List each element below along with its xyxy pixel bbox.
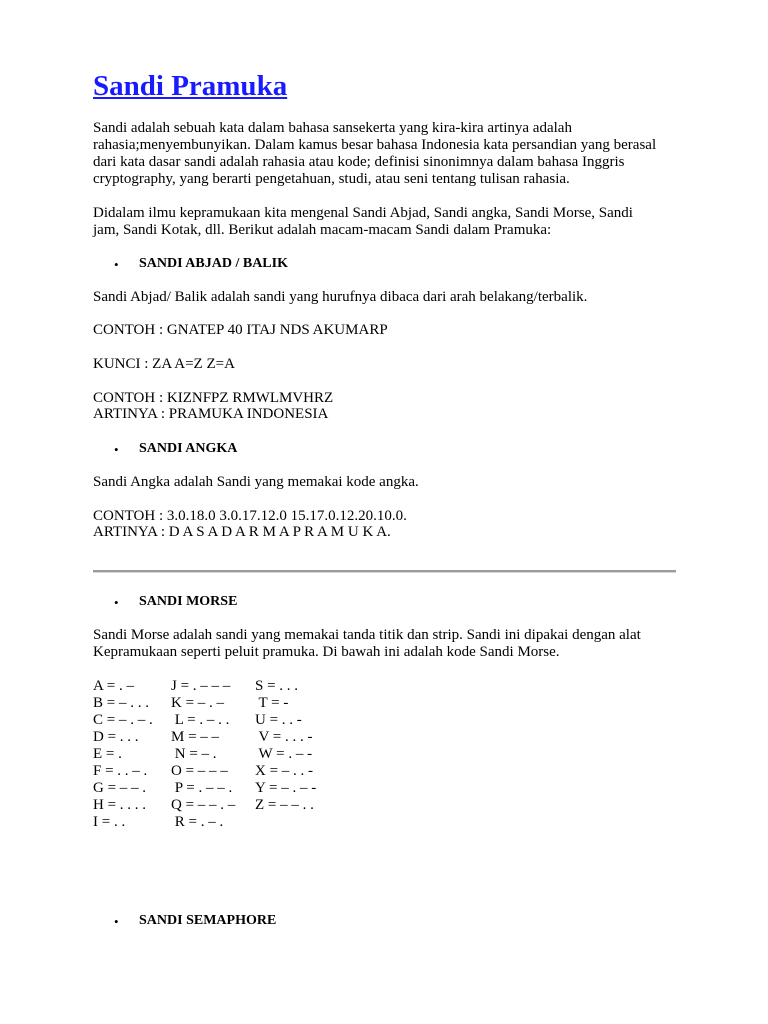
morse-entry: Z = – – . . <box>255 797 314 813</box>
abjad-key: KUNCI : ZA A=Z Z=A <box>93 356 235 372</box>
morse-description <box>93 627 693 661</box>
morse-row <box>93 780 393 797</box>
morse-entry: A = . – <box>93 678 134 694</box>
morse-entry: I = . . <box>93 814 126 830</box>
morse-entry: R = . – . <box>171 814 224 830</box>
morse-entry: Q = – – . – <box>171 797 236 813</box>
morse-entry: C = – . – . <box>93 712 153 728</box>
abjad-example-2: CONTOH : KIZNFPZ RMWLMVHRZ <box>93 390 334 406</box>
bullet-icon: • <box>114 595 119 610</box>
bullet-icon: • <box>114 914 119 929</box>
angka-meaning: ARTINYA : D A S A D A R M A P R A M U K A. <box>93 524 391 540</box>
intro-paragraph-1 <box>93 120 693 188</box>
morse-entry: D = . . . <box>93 729 139 745</box>
morse-row <box>93 797 393 814</box>
morse-entry: J = . – – – <box>171 678 231 694</box>
morse-entry: X = – . . - <box>255 763 314 779</box>
morse-entry: U = . . - <box>255 712 302 728</box>
morse-entry: Y = – . – - <box>255 780 317 796</box>
morse-row <box>93 763 393 780</box>
intro-line: cryptography, yang berarti pengetahuan, studi, atau seni tentang tulisan rahasia. <box>93 171 570 187</box>
intro-line: Sandi adalah sebuah kata dalam bahasa sansekerta yang kira-kira artinya adalah <box>93 120 572 136</box>
section-heading-morse: SANDI MORSE <box>139 594 238 609</box>
section-heading-angka: SANDI ANGKA <box>139 441 238 456</box>
morse-entry: H = . . . . <box>93 797 147 813</box>
morse-entry: E = . <box>93 746 122 762</box>
morse-entry: P = . – – . <box>171 780 233 796</box>
morse-entry: G = – – . <box>93 780 147 796</box>
abjad-description: Sandi Abjad/ Balik adalah sandi yang hurufnya dibaca dari arah belakang/terbalik. <box>93 289 588 305</box>
morse-entry: V = . . . - <box>255 729 313 745</box>
morse-entry: F = . . – . <box>93 763 148 779</box>
bullet-icon: • <box>114 257 119 272</box>
morse-entry: W = . – - <box>255 746 313 762</box>
abjad-example-1: CONTOH : GNATEP 40 ITAJ NDS AKUMARP <box>93 322 388 338</box>
morse-entry: O = – – – <box>171 763 228 779</box>
morse-entry: K = – . – <box>171 695 225 711</box>
morse-row <box>93 695 393 712</box>
abjad-meaning: ARTINYA : PRAMUKA INDONESIA <box>93 406 329 422</box>
morse-entry: N = – . <box>171 746 217 762</box>
morse-row <box>93 678 393 695</box>
morse-entry: S = . . . <box>255 678 299 694</box>
morse-row <box>93 729 393 746</box>
morse-entry: B = – . . . <box>93 695 149 711</box>
page-title-link[interactable]: Sandi Pramuka <box>93 70 288 102</box>
morse-description-line: Kepramukaan seperti peluit pramuka. Di bawah ini adalah kode Sandi Morse. <box>93 644 560 660</box>
intro-line: jam, Sandi Kotak, dll. Berikut adalah macam-macam Sandi dalam Pramuka: <box>93 222 552 238</box>
angka-description: Sandi Angka adalah Sandi yang memakai kode angka. <box>93 474 419 490</box>
intro-line: dari kata dasar sandi adalah rahasia atau kode; definisi sinonimnya dalam bahasa Inggris <box>93 154 625 170</box>
morse-entry: T = - <box>255 695 289 711</box>
angka-example: CONTOH : 3.0.18.0 3.0.17.12.0 15.17.0.12.20.10.0. <box>93 508 407 524</box>
morse-code-table <box>93 678 393 831</box>
morse-entry: L = . – . . <box>171 712 230 728</box>
morse-row <box>93 712 393 729</box>
intro-paragraph-2 <box>93 205 693 239</box>
morse-description-line: Sandi Morse adalah sandi yang memakai tanda titik dan strip. Sandi ini dipakai dengan alat <box>93 627 641 643</box>
intro-line: Didalam ilmu kepramukaan kita mengenal Sandi Abjad, Sandi angka, Sandi Morse, Sandi <box>93 205 633 221</box>
bullet-icon: • <box>114 442 119 457</box>
section-heading-abjad: SANDI ABJAD / BALIK <box>139 256 288 271</box>
section-heading-semaphore: SANDI SEMAPHORE <box>139 913 277 928</box>
morse-row <box>93 814 393 831</box>
horizontal-rule <box>93 570 676 573</box>
intro-line: rahasia;menyembunyikan. Dalam kamus besar bahasa Indonesia kata persandian yang berasal <box>93 137 657 153</box>
morse-entry: M = – – <box>171 729 220 745</box>
morse-row <box>93 746 393 763</box>
